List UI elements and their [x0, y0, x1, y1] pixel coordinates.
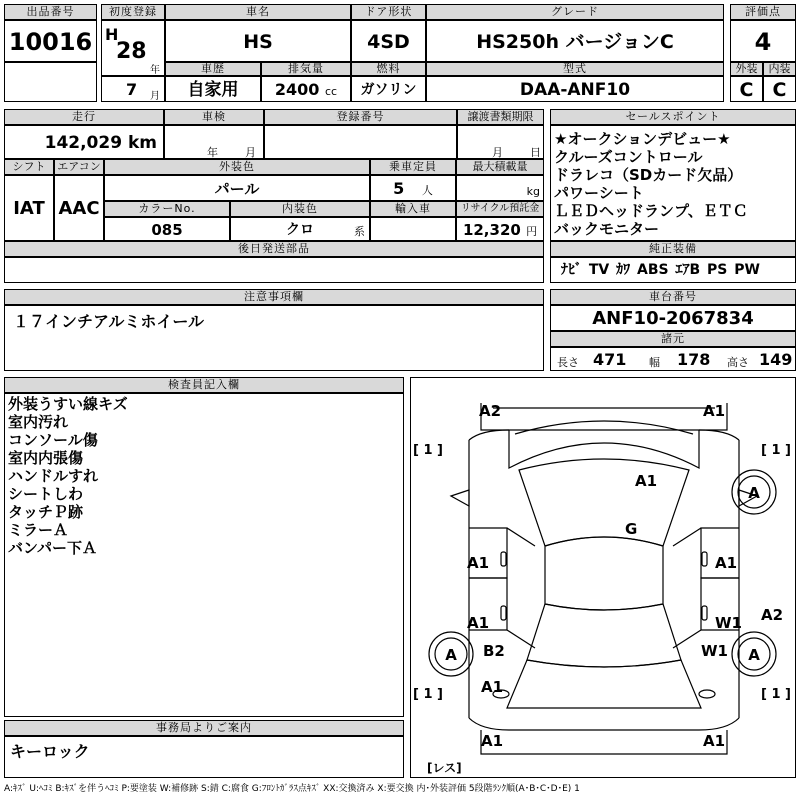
later-parts: [4, 257, 544, 283]
car-diagram-svg: [411, 378, 796, 778]
model-label: 型式: [426, 62, 724, 76]
width: 178: [677, 350, 711, 369]
ac: AAC: [54, 175, 104, 241]
sales-line: パワーシート: [554, 184, 644, 202]
equipment-label: 純正装備: [550, 241, 796, 257]
damage-mark: A1: [703, 402, 726, 420]
lot-label: 出品番号: [4, 4, 97, 20]
legend: A:ｷｽﾞ U:ﾍｺﾐ B:ｷｽﾞを伴うﾍｺﾐ P:要塗装 W:補修跡 S:錆 C:腐食 G:ﾌﾛﾝﾄｶﾞﾗｽ点ｷｽﾞ XX:交換済み X:要交換 内･外装評価 5段階ﾗﾝｸ順(A･B･C･D･E) 1: [4, 784, 580, 794]
damage-mark: A1: [481, 678, 504, 696]
import: [370, 217, 456, 241]
sales-line: ★オークションデビュー★: [554, 130, 731, 148]
history-label: 車歴: [165, 62, 261, 76]
equipment-item: ｴｱB: [675, 262, 701, 278]
ac-label: エアコン: [54, 159, 104, 175]
reg-month: 7: [126, 80, 138, 99]
less-mark: [レス]: [427, 761, 462, 775]
equipment: [550, 257, 796, 283]
color-no: 085: [104, 217, 230, 241]
damage-mark: G: [625, 520, 638, 538]
int-color-label: 内装色: [230, 201, 370, 217]
sales-line: ドラレコ（SDカード欠品）: [554, 166, 743, 184]
inspector-line: 室内汚れ: [8, 413, 69, 431]
capacity-label: 乗車定員: [370, 159, 456, 175]
shift-label: シフト: [4, 159, 54, 175]
length-label: 長さ: [557, 356, 579, 369]
damage-mark: A1: [481, 732, 504, 750]
ext-grade: C: [730, 76, 763, 102]
inspector-line: 外装うすい線キズ: [8, 395, 128, 413]
first-reg-label: 初度登録: [101, 4, 165, 20]
damage-mark: A2: [479, 402, 502, 420]
car-name: HS: [165, 20, 351, 62]
capacity-value: 5: [393, 179, 405, 198]
damage-mark: W1: [701, 642, 728, 660]
inspection-label: 車検: [164, 109, 264, 125]
inspector-line: 室内内張傷: [8, 449, 84, 467]
inspector-line: バンパー下Ａ: [8, 539, 97, 557]
length: 471: [593, 350, 627, 369]
inspector-line: コンソール傷: [8, 431, 98, 449]
sales-line: ＬＥＤヘッドランプ、ＥＴＣ: [554, 202, 748, 220]
load-label: 最大積載量: [456, 159, 544, 175]
damage-mark: A2: [761, 606, 784, 624]
int-grade: C: [763, 76, 796, 102]
sales-points: [550, 125, 796, 241]
transfer-date: [457, 125, 544, 159]
load-unit: kg: [526, 185, 540, 198]
door-label: ドア形状: [351, 4, 426, 20]
damage-mark: A1: [467, 554, 490, 572]
name-label: 車名: [165, 4, 351, 20]
load: [456, 175, 544, 201]
model: DAA-ANF10: [426, 76, 724, 102]
later-label: 後日発送部品: [4, 241, 544, 257]
damage-mark: A1: [703, 732, 726, 750]
color-label: 外装色: [104, 159, 370, 175]
reg-no: [264, 125, 457, 159]
history: 自家用: [165, 76, 261, 102]
equipment-item: TV: [588, 262, 610, 278]
inspection-month-unit: 月: [245, 146, 256, 159]
mileage-unit: km: [127, 133, 157, 153]
color: パール: [104, 175, 370, 201]
displacement-label: 排気量: [261, 62, 351, 76]
office-label: 事務局よりご案内: [4, 720, 404, 736]
spare-mark: [ 1 ]: [413, 687, 443, 702]
grade: HS250h バージョンC: [426, 20, 724, 62]
ext-label: 外装: [730, 62, 763, 76]
equipment-item: PS: [707, 262, 728, 278]
year-unit: 年: [150, 65, 160, 76]
shift: IAT: [4, 175, 54, 241]
inspection-date: [164, 125, 264, 159]
color-no-label: カラーNo.: [104, 201, 230, 217]
score: 4: [730, 20, 796, 62]
era: H: [105, 25, 119, 44]
recycle: [456, 217, 544, 241]
equipment-item: ﾅﾋﾞ: [561, 262, 582, 278]
sales-line: クルーズコントロール: [554, 148, 703, 166]
displacement: [261, 76, 351, 102]
damage-mark: A1: [715, 554, 738, 572]
first-reg-month: [101, 76, 165, 102]
mileage-value: 142,029: [44, 133, 123, 153]
office-note: キーロック: [4, 736, 404, 778]
inspector-line: タッチＰ跡: [8, 503, 84, 521]
inspector-label: 検査員記入欄: [4, 377, 404, 393]
lot-number: 10016: [4, 20, 97, 62]
damage-diagram: [410, 377, 796, 778]
recycle-value: 12,320: [462, 221, 521, 239]
spare-mark: [ 1 ]: [761, 443, 791, 458]
inspector-line: ハンドルすれ: [8, 467, 99, 485]
reg-year: 28: [116, 39, 147, 64]
equipment-item: ABS: [637, 262, 669, 278]
notes: １７インチアルミホイール: [4, 305, 544, 371]
int-color-value: クロ: [286, 222, 314, 238]
recycle-label: リサイクル預託金: [456, 201, 544, 217]
int-label: 内装: [763, 62, 796, 76]
sales-label: セールスポイント: [550, 109, 796, 125]
spare-mark: [ 1 ]: [761, 687, 791, 702]
chassis-number: ANF10-2067834: [550, 305, 796, 331]
height-label: 高さ: [727, 356, 749, 369]
int-color: [230, 217, 370, 241]
tire-mark: A: [748, 646, 760, 664]
mileage: [4, 125, 164, 159]
mileage-label: 走行: [4, 109, 164, 125]
tire-mark: A: [445, 646, 457, 664]
transfer-month: 月: [492, 146, 503, 159]
fuel-label: 燃料: [351, 62, 426, 76]
recycle-unit: 円: [526, 225, 538, 238]
lot-blank: [4, 62, 97, 102]
score-label: 評価点: [730, 4, 796, 20]
sales-line: バックモニター: [554, 220, 660, 238]
chassis-label: 車台番号: [550, 289, 796, 305]
equipment-item: ｶﾜ: [616, 262, 631, 278]
damage-mark: A1: [635, 472, 658, 490]
int-color-unit: 系: [354, 225, 365, 238]
width-label: 幅: [649, 356, 660, 369]
transfer-label: 譲渡書類期限: [457, 109, 544, 125]
month-unit: 月: [150, 91, 160, 102]
inspector-notes: [4, 393, 404, 717]
first-reg-year: [101, 20, 165, 76]
damage-mark: W1: [715, 614, 742, 632]
specs: [550, 347, 796, 371]
equipment-item: PW: [734, 262, 760, 278]
fuel: ガソリン: [351, 76, 426, 102]
notes-label: 注意事項欄: [4, 289, 544, 305]
car-outline: [451, 403, 757, 754]
grade-label: グレード: [426, 4, 724, 20]
door-type: 4SD: [351, 20, 426, 62]
tire-mark: A: [748, 484, 760, 502]
damage-mark: B2: [483, 642, 505, 660]
spare-mark: [ 1 ]: [413, 443, 443, 458]
import-label: 輸入車: [370, 201, 456, 217]
displacement-value: 2400: [274, 80, 320, 99]
transfer-day: 日: [530, 146, 541, 159]
height: 149: [759, 350, 793, 369]
capacity-unit: 人: [421, 184, 433, 197]
inspector-line: ミラーＡ: [8, 521, 69, 539]
inspection-year-unit: 年: [207, 146, 218, 159]
displacement-unit: cc: [325, 85, 338, 98]
damage-mark: A1: [467, 614, 490, 632]
capacity: [370, 175, 456, 201]
specs-label: 諸元: [550, 331, 796, 347]
inspector-line: シートしわ: [8, 485, 84, 503]
reg-no-label: 登録番号: [264, 109, 457, 125]
